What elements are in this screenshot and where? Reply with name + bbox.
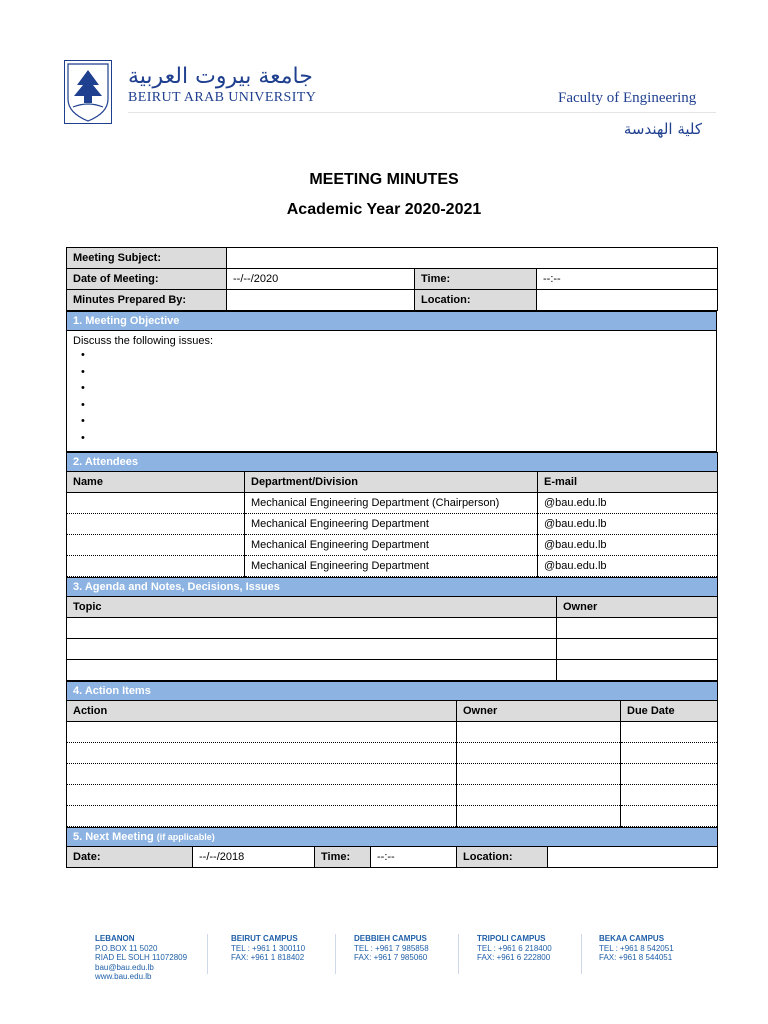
action-cell[interactable] bbox=[67, 764, 457, 785]
list-item[interactable] bbox=[81, 397, 710, 414]
agenda-topic-cell[interactable] bbox=[67, 660, 557, 681]
attendee-name-cell[interactable] bbox=[67, 514, 245, 535]
table-row bbox=[67, 514, 718, 535]
agenda-topic-cell[interactable] bbox=[67, 618, 557, 639]
attendee-email-cell[interactable]: @bau.edu.lb bbox=[538, 535, 718, 556]
footer-tripoli-tel: TEL : +961 6 218400 bbox=[477, 943, 552, 953]
agenda-header: 3. Agenda and Notes, Decisions, Issues bbox=[67, 578, 718, 597]
footer-divider bbox=[458, 934, 459, 974]
prepared-by-field[interactable] bbox=[227, 290, 415, 311]
action-items-table bbox=[66, 681, 718, 827]
next-meeting-table bbox=[66, 827, 718, 868]
attendee-department-cell[interactable]: Mechanical Engineering Department bbox=[245, 535, 538, 556]
prepared-by-label: Minutes Prepared By: bbox=[67, 290, 227, 311]
table-row bbox=[67, 764, 718, 785]
attendee-department-cell[interactable]: Mechanical Engineering Department (Chairperson) bbox=[245, 493, 538, 514]
table-row bbox=[67, 785, 718, 806]
footer-po-box: P.O.BOX 11 5020 bbox=[95, 943, 158, 953]
objective-header: 1. Meeting Objective bbox=[67, 312, 717, 331]
meeting-date-label: Date of Meeting: bbox=[67, 269, 227, 290]
column-header-email: E-mail bbox=[538, 472, 718, 493]
column-header-topic: Topic bbox=[67, 597, 557, 618]
meeting-subject-field[interactable] bbox=[227, 248, 718, 269]
attendees-table bbox=[66, 452, 718, 577]
column-header-department: Department/Division bbox=[245, 472, 538, 493]
action-cell[interactable] bbox=[67, 785, 457, 806]
list-item[interactable] bbox=[81, 413, 710, 430]
footer-email-link[interactable]: bau@bau.edu.lb bbox=[95, 962, 154, 972]
action-items-header: 4. Action Items bbox=[67, 682, 718, 701]
attendee-department-cell[interactable]: Mechanical Engineering Department bbox=[245, 514, 538, 535]
location-field[interactable] bbox=[537, 290, 718, 311]
footer-divider bbox=[581, 934, 582, 974]
footer-website-link[interactable]: www.bau.edu.lb bbox=[95, 972, 152, 981]
footer-lebanon bbox=[95, 934, 187, 982]
action-due-date-cell[interactable] bbox=[621, 743, 718, 764]
list-item[interactable] bbox=[81, 380, 710, 397]
list-item[interactable] bbox=[81, 430, 710, 447]
minutes-form bbox=[66, 247, 717, 868]
header-divider bbox=[128, 112, 716, 113]
footer-debbieh-tel: TEL : +961 7 985858 bbox=[354, 943, 429, 953]
action-owner-cell[interactable] bbox=[457, 722, 621, 743]
next-meeting-date-label: Date: bbox=[67, 847, 193, 868]
objective-body[interactable] bbox=[67, 331, 717, 452]
agenda-table bbox=[66, 577, 718, 681]
objective-bullet-list bbox=[73, 347, 710, 446]
footer-beirut-tel: TEL : +961 1 300110 bbox=[231, 943, 306, 953]
meeting-date-field[interactable]: --/--/2020 bbox=[227, 269, 415, 290]
next-meeting-location-field[interactable] bbox=[548, 847, 718, 868]
footer-divider bbox=[335, 934, 336, 974]
action-due-date-cell[interactable] bbox=[621, 785, 718, 806]
meeting-time-label: Time: bbox=[415, 269, 537, 290]
attendee-name-cell[interactable] bbox=[67, 556, 245, 577]
attendees-header: 2. Attendees bbox=[67, 453, 718, 472]
action-cell[interactable] bbox=[67, 743, 457, 764]
table-row bbox=[67, 743, 718, 764]
university-logo bbox=[64, 60, 112, 124]
footer-debbieh-fax: FAX: +961 7 985060 bbox=[354, 953, 428, 962]
footer-debbieh-title: DEBBIEH CAMPUS bbox=[354, 934, 427, 943]
cedar-logo-icon bbox=[65, 61, 111, 123]
footer-beirut-fax: FAX: +961 1 818402 bbox=[231, 953, 305, 962]
objective-intro: Discuss the following issues: bbox=[73, 335, 214, 347]
next-meeting-header-note: (if applicable) bbox=[156, 832, 215, 842]
location-label: Location: bbox=[415, 290, 537, 311]
action-due-date-cell[interactable] bbox=[621, 806, 718, 827]
column-header-due-date: Due Date bbox=[621, 701, 718, 722]
table-row bbox=[67, 722, 718, 743]
action-cell[interactable] bbox=[67, 722, 457, 743]
table-row bbox=[67, 660, 718, 681]
attendee-email-cell[interactable]: @bau.edu.lb bbox=[538, 556, 718, 577]
table-row bbox=[67, 618, 718, 639]
document-subtitle: Academic Year 2020-2021 bbox=[286, 201, 482, 218]
footer-bekaa-tel: TEL : +961 8 542051 bbox=[599, 943, 674, 953]
objective-section bbox=[66, 311, 717, 452]
footer-divider bbox=[207, 934, 208, 974]
column-header-owner: Owner bbox=[557, 597, 718, 618]
list-item[interactable] bbox=[81, 347, 710, 364]
attendee-email-cell[interactable]: @bau.edu.lb bbox=[538, 514, 718, 535]
meeting-subject-label: Meeting Subject: bbox=[67, 248, 227, 269]
university-name-arabic: جامعة بيروت العربية bbox=[128, 64, 313, 89]
next-meeting-location-label: Location: bbox=[457, 847, 548, 868]
agenda-owner-cell[interactable] bbox=[557, 660, 718, 681]
action-cell[interactable] bbox=[67, 806, 457, 827]
action-due-date-cell[interactable] bbox=[621, 764, 718, 785]
action-owner-cell[interactable] bbox=[457, 785, 621, 806]
faculty-name-english: Faculty of Engineering bbox=[558, 90, 697, 106]
agenda-owner-cell[interactable] bbox=[557, 639, 718, 660]
action-owner-cell[interactable] bbox=[457, 764, 621, 785]
table-row bbox=[67, 535, 718, 556]
footer-tripoli-title: TRIPOLI CAMPUS bbox=[477, 934, 546, 943]
footer-beirut-campus bbox=[231, 934, 305, 963]
university-name-english: BEIRUT ARAB UNIVERSITY bbox=[128, 90, 317, 105]
document-title: MEETING MINUTES bbox=[309, 171, 459, 188]
table-row bbox=[67, 556, 718, 577]
footer-bekaa-fax: FAX: +961 8 544051 bbox=[599, 953, 673, 962]
action-owner-cell[interactable] bbox=[457, 806, 621, 827]
next-meeting-header-title: 5. Next Meeting bbox=[73, 831, 154, 843]
table-row bbox=[67, 639, 718, 660]
attendee-name-cell[interactable] bbox=[67, 535, 245, 556]
next-meeting-header bbox=[67, 828, 718, 847]
faculty-name-arabic: كلية الهندسة bbox=[623, 120, 702, 138]
footer-debbieh-campus bbox=[354, 934, 429, 963]
table-row bbox=[67, 493, 718, 514]
agenda-owner-cell[interactable] bbox=[557, 618, 718, 639]
meeting-time-field[interactable]: --:-- bbox=[537, 269, 718, 290]
next-meeting-time-label: Time: bbox=[315, 847, 371, 868]
action-owner-cell[interactable] bbox=[457, 743, 621, 764]
column-header-owner: Owner bbox=[457, 701, 621, 722]
meeting-info-table bbox=[66, 247, 718, 311]
next-meeting-time-field[interactable]: --:-- bbox=[371, 847, 457, 868]
attendee-name-cell[interactable] bbox=[67, 493, 245, 514]
column-header-name: Name bbox=[67, 472, 245, 493]
footer-bekaa-campus bbox=[599, 934, 674, 963]
list-item[interactable] bbox=[81, 364, 710, 381]
column-header-action: Action bbox=[67, 701, 457, 722]
footer-postal-code: RIAD EL SOLH 11072809 bbox=[95, 953, 188, 962]
table-row bbox=[67, 806, 718, 827]
agenda-topic-cell[interactable] bbox=[67, 639, 557, 660]
footer-lebanon-title: LEBANON bbox=[95, 934, 135, 943]
attendee-email-cell[interactable]: @bau.edu.lb bbox=[538, 493, 718, 514]
next-meeting-date-field[interactable]: --/--/2018 bbox=[193, 847, 315, 868]
footer-bekaa-title: BEKAA CAMPUS bbox=[599, 934, 665, 943]
footer-tripoli-campus bbox=[477, 934, 552, 963]
attendee-department-cell[interactable]: Mechanical Engineering Department bbox=[245, 556, 538, 577]
footer-beirut-title: BEIRUT CAMPUS bbox=[231, 934, 298, 943]
action-due-date-cell[interactable] bbox=[621, 722, 718, 743]
footer-tripoli-fax: FAX: +961 6 222800 bbox=[477, 953, 551, 962]
